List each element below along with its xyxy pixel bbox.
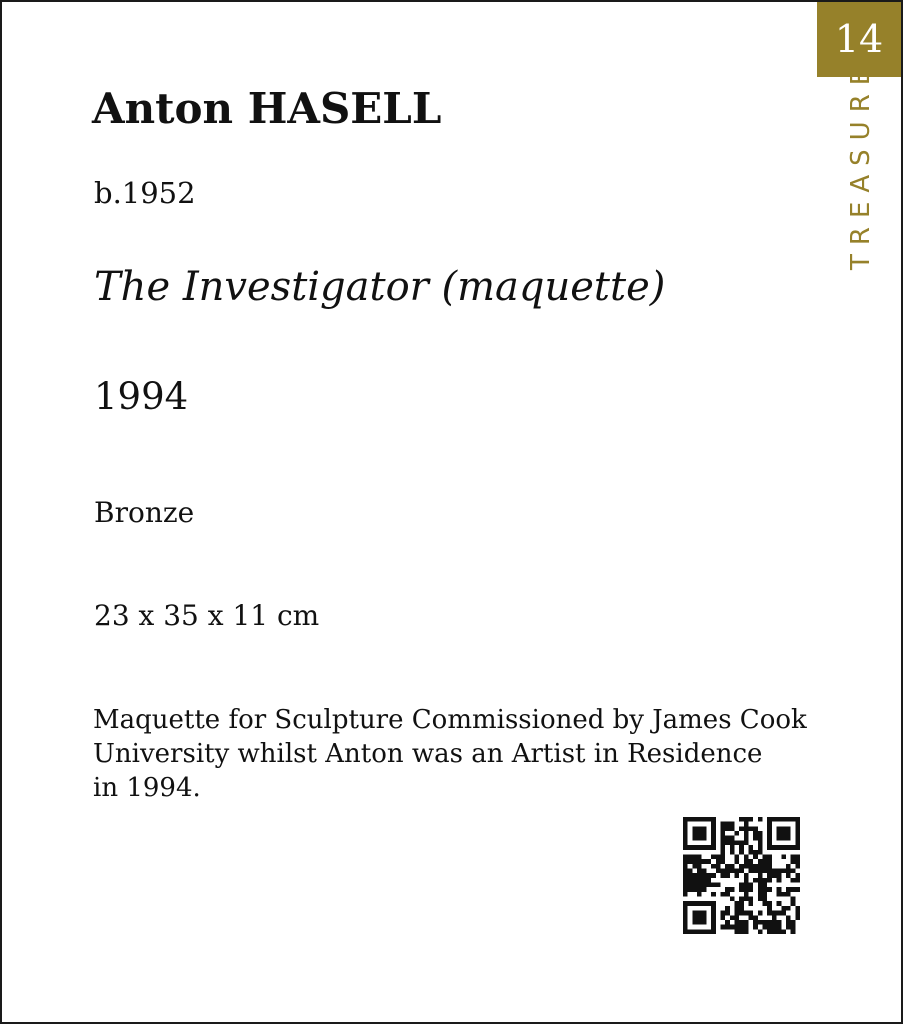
- artist-birth-year: b.1952: [94, 176, 196, 210]
- artist-name: Anton HASELL: [92, 84, 442, 133]
- artwork-dimensions: 23 x 35 x 11 cm: [94, 599, 320, 632]
- artwork-title: The Investigator (maquette): [94, 264, 666, 310]
- description-line: Maquette for Sculpture Commissioned by James Cook: [93, 705, 807, 735]
- artwork-medium: Bronze: [94, 496, 195, 529]
- description-line: in 1994.: [93, 773, 201, 803]
- item-number-badge: 14: [817, 2, 901, 77]
- artwork-year: 1994: [94, 375, 189, 418]
- category-label: TREASURE: [846, 59, 876, 270]
- qr-code-icon[interactable]: [683, 817, 800, 934]
- artwork-description: [93, 703, 813, 805]
- description-line: University whilst Anton was an Artist in Residence: [93, 739, 763, 769]
